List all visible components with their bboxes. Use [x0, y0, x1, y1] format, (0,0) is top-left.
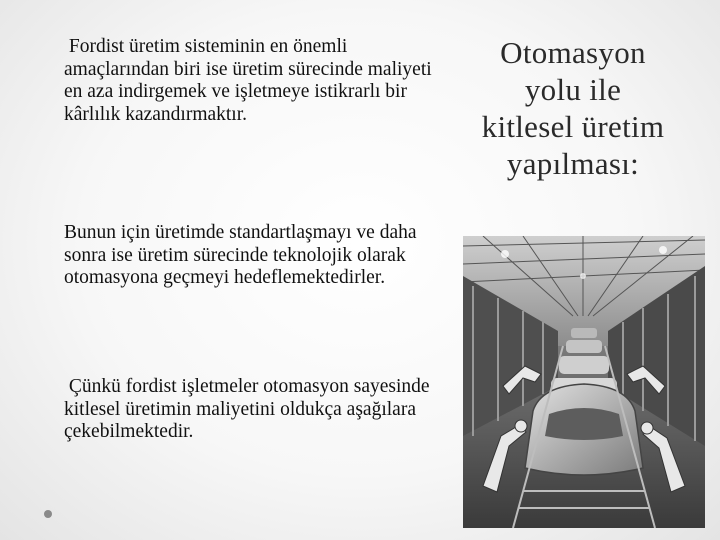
title-line: yolu ile: [524, 72, 622, 107]
bullet-dot: [44, 510, 52, 518]
paragraph-cost-reduction: Çünkü fordist işletmeler otomasyon sayesinde kitlesel üretimin maliyetini oldukça aşağılara çekebilmektedir.: [64, 376, 435, 442]
title-line: yapılması:: [506, 146, 640, 181]
title-line: kitlesel üretim: [481, 109, 665, 144]
paragraph-standardization: Bunun için üretimde standartlaşmayı ve daha sonra ise üretim sürecinde teknolojik olarak otomasyona geçmeyi hedeflemektedirler.: [64, 222, 422, 288]
paragraph-fordist-goal: Fordist üretim sisteminin en önemli amaçlarından biri ise üretim sürecinde maliyeti en aza indirgemek ve işletmeye istikrarlı bir kârlılık kazandırmaktır.: [64, 36, 437, 125]
title-line: Otomasyon: [500, 35, 646, 70]
assembly-line-photo: [463, 236, 705, 528]
slide-title: [448, 34, 698, 182]
